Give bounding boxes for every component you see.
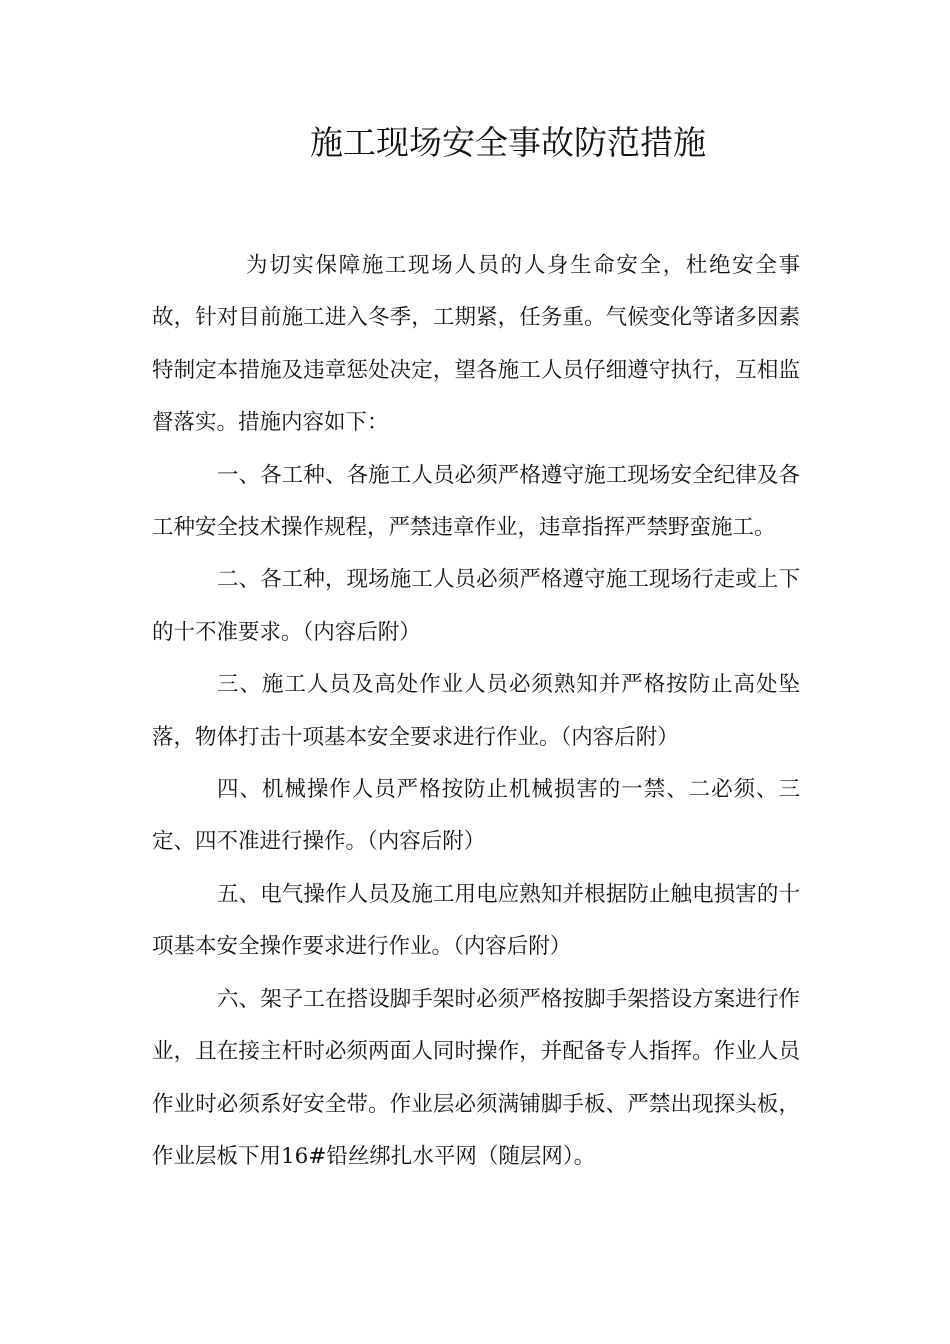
document-body xyxy=(152,240,800,1183)
measure-item-4: 四、机械操作人员严格按防止机械损害的一禁、二必须、三定、四不准进行操作。（内容后附） xyxy=(152,777,800,855)
measure-item-3: 三、施工人员及高处作业人员必须熟知并严格按防止高处坠落，物体打击十项基本安全要求进行作业。（内容后附） xyxy=(152,672,800,750)
document-title: 施工现场安全事故防范措施 xyxy=(310,123,706,162)
measure-item-2: 二、各工种，现场施工人员必须严格遵守施工现场行走或上下的十不准要求。（内容后附） xyxy=(152,567,800,645)
measure-item-5: 五、电气操作人员及施工用电应熟知并根据防止触电损害的十项基本安全操作要求进行作业。（内容后附） xyxy=(152,881,800,960)
measure-item-1: 一、各工种、各施工人员必须严格遵守施工现场安全纪律及各工种安全技术操作规程，严禁违章作业，违章指挥严禁野蛮施工。 xyxy=(152,462,800,541)
measure-item-6: 六、架子工在搭设脚手架时必须严格按脚手架搭设方案进行作业，且在接主杆时必须两面人同时操作，并配备专人指挥。作业人员作业时必须系好安全带。作业层必须满铺脚手板、严禁出现探头板，作业层板下用16#铅丝绑扎水平网（随层网）。 xyxy=(152,986,800,1169)
intro-paragraph: 为切实保障施工现场人员的人身生命安全，杜绝安全事故，针对目前施工进入冬季，工期紧，任务重。气候变化等诸多因素特制定本措施及违章惩处决定，望各施工人员仔细遵守执行，互相监督落实。措施内容如下： xyxy=(152,253,800,436)
